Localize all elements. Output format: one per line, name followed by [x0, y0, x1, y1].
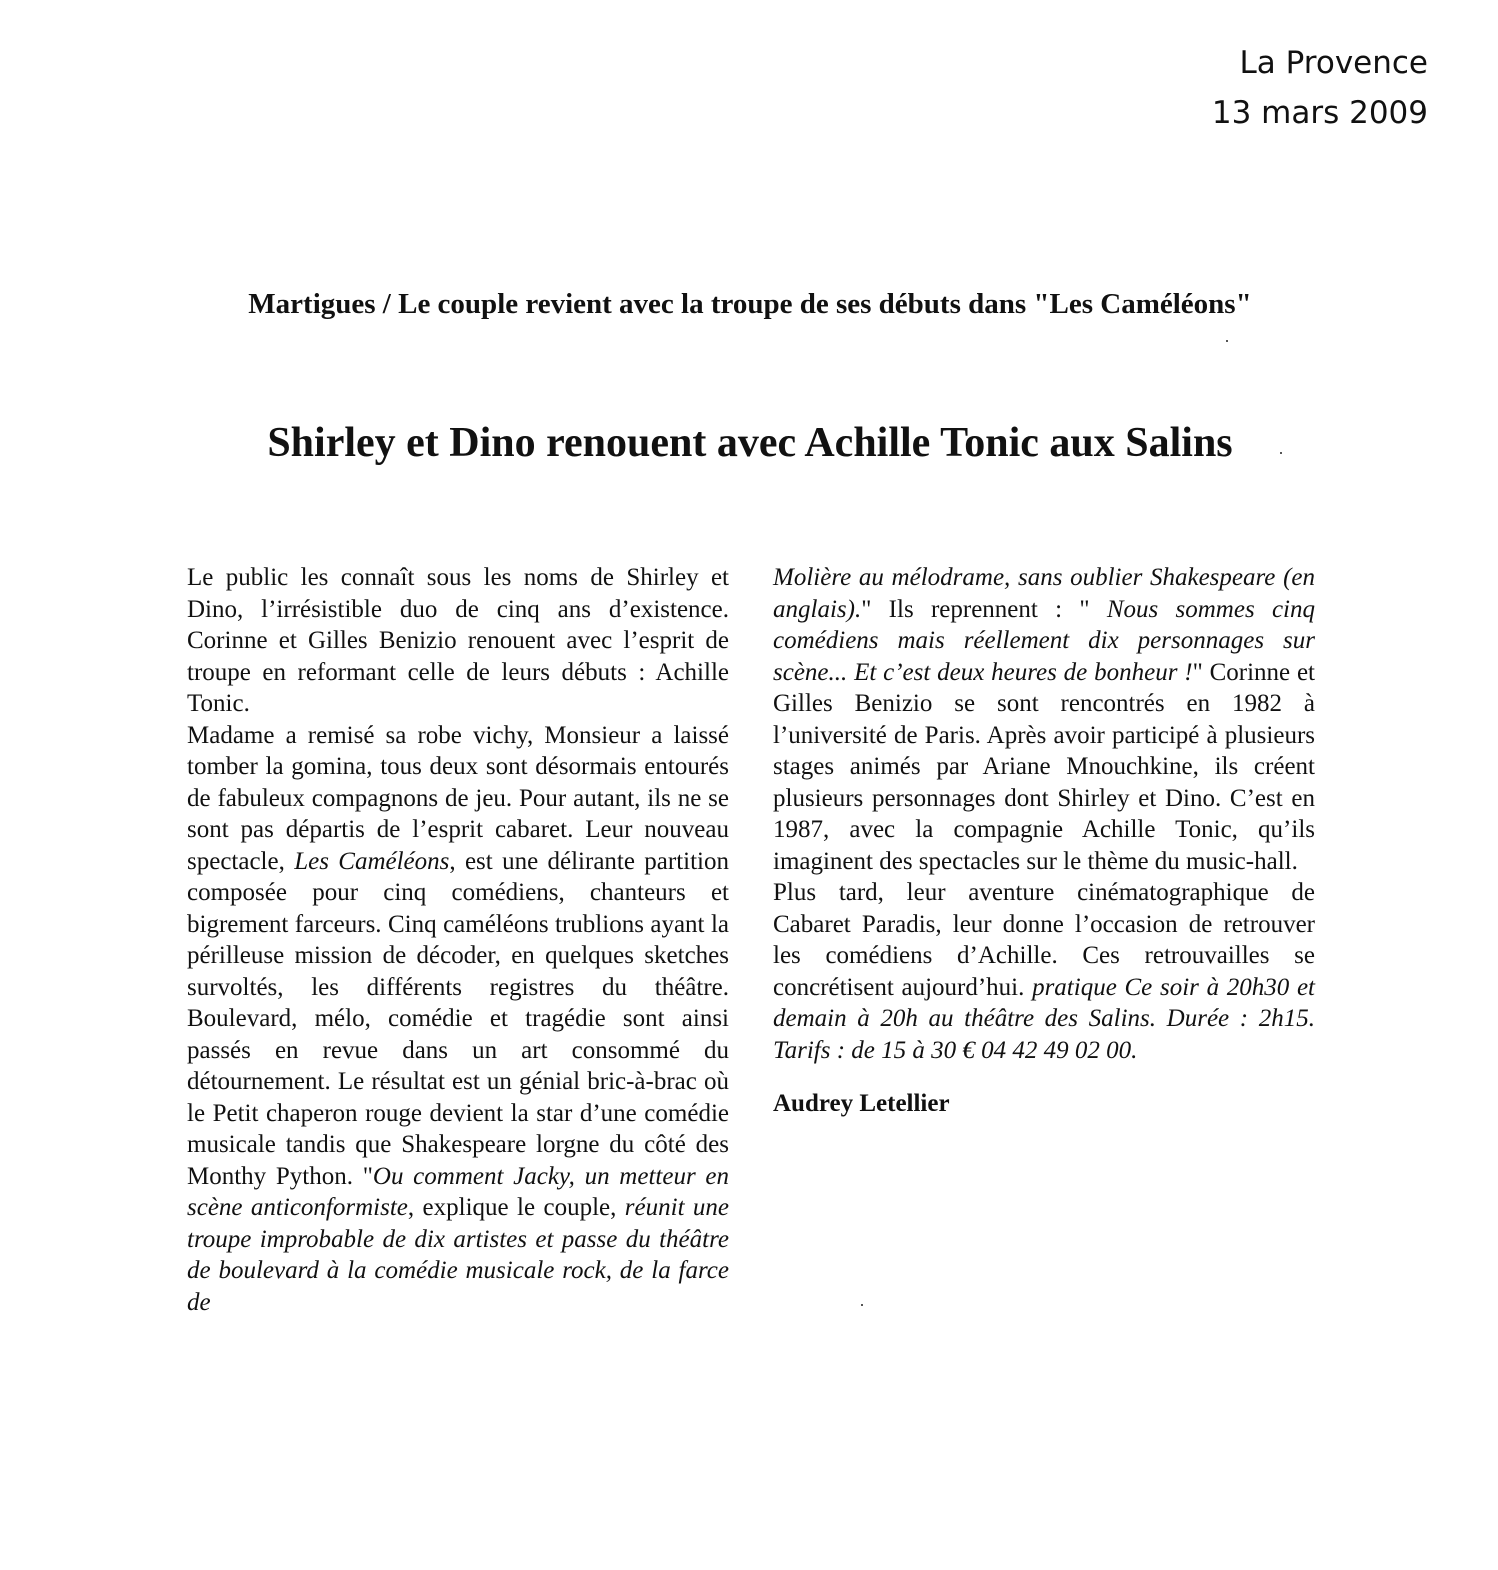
scan-speck: [1280, 452, 1282, 454]
article-headline: Shirley et Dino renouent avec Achille Tonic aux Salins: [267, 420, 1233, 466]
show-title: Les Caméléons: [294, 847, 450, 875]
quote-text: Molière au mélodrame, sans oublier Shakespeare (en anglais).: [773, 564, 1315, 623]
paragraph-closing: [773, 877, 1315, 1066]
body-text: " Corinne et Gilles Benizio se sont rencontrés en 1982 à l’université de Paris. Après avoir participé à plusieurs stages animés par Ariane Mnouchkine, ils créent plusieurs personnages dont Shirley et Dino. C’est en 1987, avec la compagnie Achille Tonic, qu’ils imaginent des spectacles sur le thème du music-hall.: [773, 658, 1315, 875]
practical-info: pratique Ce soir à 20h30 et demain à 20h au théâtre des Salins. Durée : 2h15. Tarifs : de 15 à 30 € 04 42 49 02 00.: [773, 973, 1316, 1064]
author-byline: Audrey Letellier: [773, 1090, 950, 1117]
paragraph-continued: [773, 562, 1315, 877]
article-column-left: [187, 562, 729, 1318]
body-text: , est une délirante partition composée pour cinq comédiens, chanteurs et bigrement farceurs. Cinq caméléons trublions ayant la périlleuse mission de décoder, en quelques sketches survoltés, les différents registres du théâtre. Boulevard, mélo, comédie et tragédie sont ainsi passés en revue dans un art consommé du détournement. Le résultat est un génial bric-à-brac où le Petit chaperon rouge devient la star d’une comédie musicale tandis que Shakespeare lorgne du côté des Monthy Python. ": [187, 847, 730, 1190]
paragraph-intro: Le public les connaît sous les noms de Shirley et Dino, l’irrésistible duo de cinq ans d’existence. Corinne et Gilles Benizio renouent avec l’esprit de troupe en reformant celle de leurs débuts : Achille Tonic.: [187, 564, 729, 717]
publication-header: [1212, 38, 1428, 138]
body-text: Madame a remisé sa robe vichy, Monsieur a laissé tomber la gomina, tous deux sont désormais entourés de fabuleux compagnons de jeu. Pour autant, ils ne se sont pas départis de l’esprit cabaret. Leur nouveau spectacle,: [187, 721, 729, 875]
body-text: " Ils reprennent : ": [861, 595, 1090, 623]
quote-text: réunit une troupe improbable de dix artistes et passe du théâtre de boulevard à la comédie musicale rock, de la farce de: [187, 1194, 730, 1316]
scan-speck: [1226, 340, 1228, 342]
publication-date: 13 mars 2009: [1211, 95, 1428, 131]
body-text: , explique le couple,: [407, 1194, 617, 1221]
scan-speck: [861, 1304, 863, 1306]
paragraph-body: [187, 720, 729, 1319]
quote-text: Ou comment Jacky, un metteur en scène anticonformiste: [187, 1162, 729, 1221]
body-text: Plus tard, leur aventure cinématographique de Cabaret Paradis, leur donne l’occasion de retrouver les comédiens d’Achille. Ces retrouvailles se concrétisent aujourd’hui.: [773, 879, 1315, 1001]
publication-name: La Provence: [1239, 45, 1428, 81]
article-column-right: [773, 562, 1315, 1120]
quote-text: Nous sommes cinq comédiens mais réellement dix personnages sur scène... Et c’est deux heures de bonheur !: [773, 595, 1316, 686]
article-kicker: Martigues / Le couple revient avec la troupe de ses débuts dans "Les Caméléons": [248, 288, 1252, 320]
